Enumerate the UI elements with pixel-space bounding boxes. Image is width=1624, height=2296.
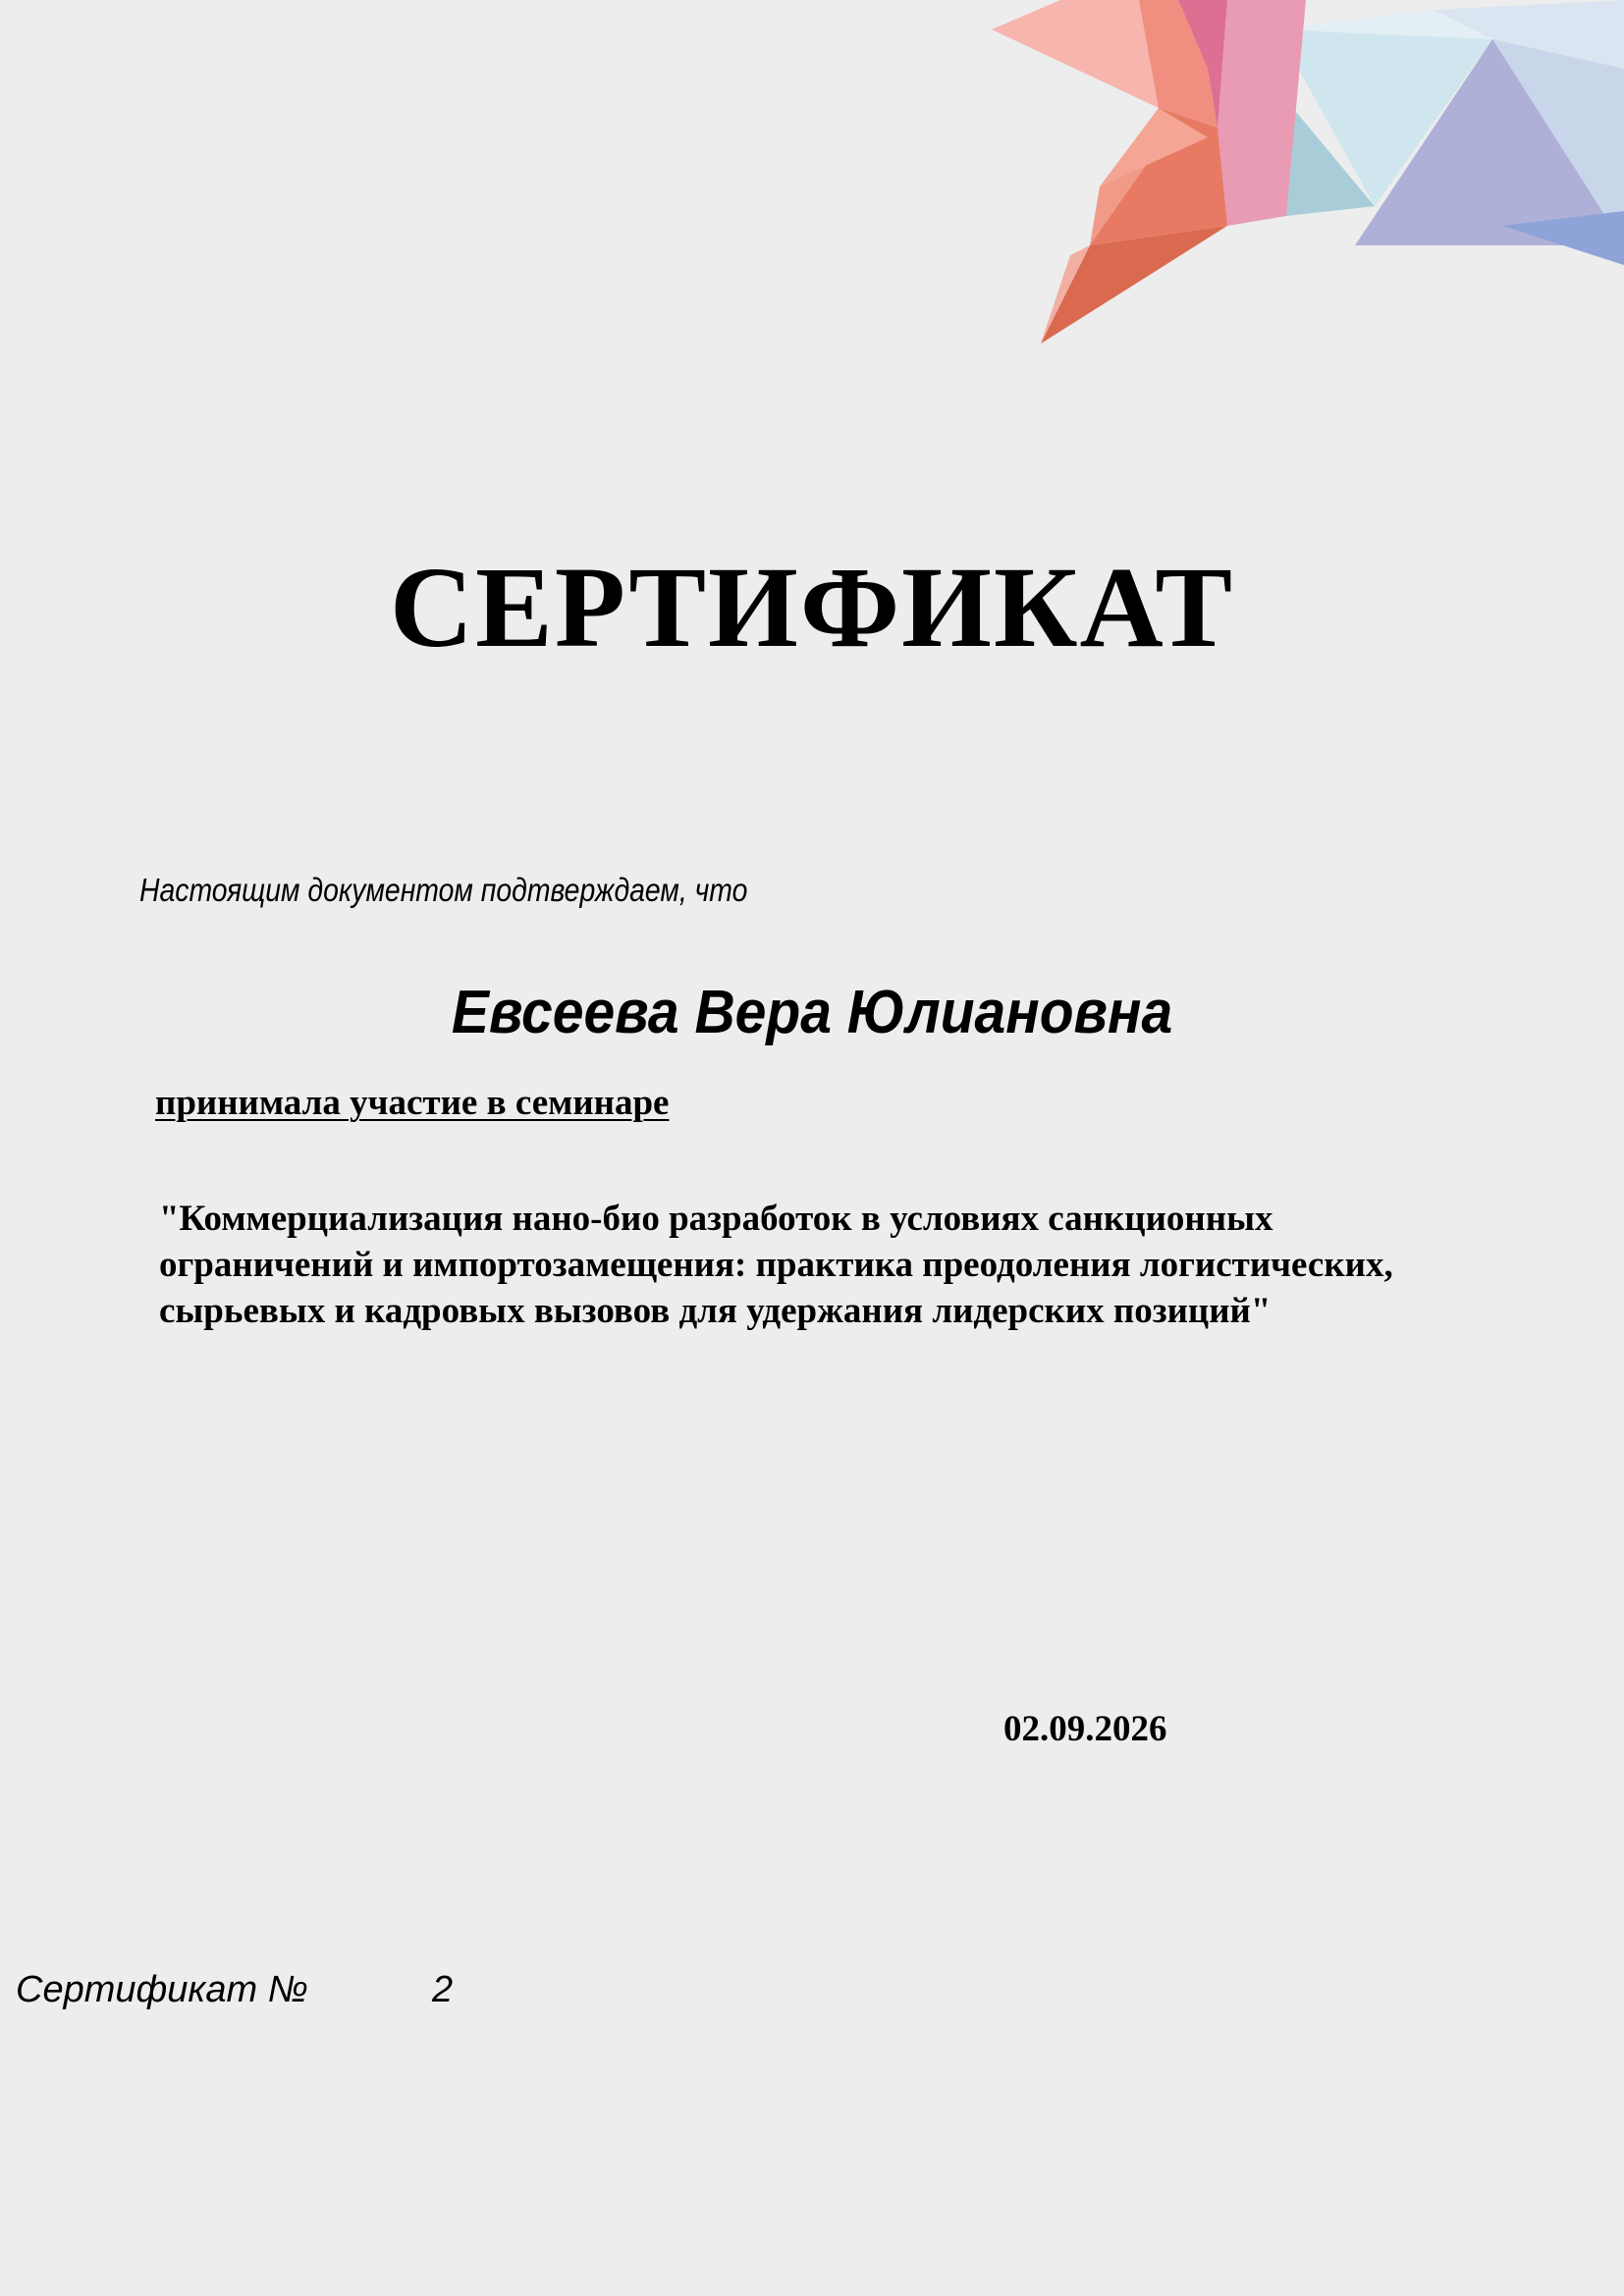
- issue-date: 02.09.2026: [1003, 1709, 1167, 1749]
- origami-bird-graphic: [0, 0, 1624, 353]
- participation-text: принимала участие в семинаре: [155, 1083, 670, 1123]
- seminar-title: "Коммерциализация нано-био разработок в условиях санкционных ограничений и импортозамещения: практика преодоления логистических, сырьевых и кадровых вызовов для удержания лидерских позиций": [159, 1199, 1393, 1331]
- certificate-number-value: 2: [432, 1969, 454, 2010]
- recipient-name: Евсеева Вера Юлиановна: [451, 979, 1173, 1046]
- certificate-number-label: Сертификат №: [16, 1969, 308, 2010]
- intro-text: Настоящим документом подтверждаем, что: [139, 872, 748, 908]
- recipient-name-row: [0, 978, 1624, 1047]
- certificate-title: СЕРТИФИКАТ: [389, 543, 1235, 671]
